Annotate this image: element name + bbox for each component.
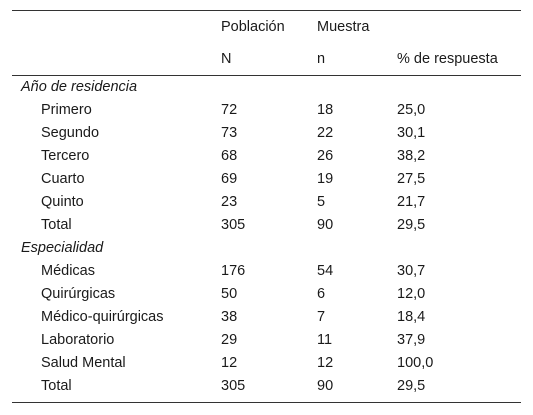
row-n: 12 xyxy=(317,355,334,371)
table-row xyxy=(12,329,521,352)
row-N: 50 xyxy=(221,286,238,302)
bottom-rule xyxy=(12,402,521,403)
header-poblacion: Población xyxy=(221,19,285,35)
row-label: Tercero xyxy=(41,148,90,164)
row-N: 38 xyxy=(221,309,238,325)
row-pct: 29,5 xyxy=(397,378,426,394)
header-row-1 xyxy=(12,12,521,42)
row-n: 22 xyxy=(317,125,334,141)
row-n: 90 xyxy=(317,217,334,233)
row-label: Quirúrgicas xyxy=(41,286,116,302)
row-label: Médicas xyxy=(41,263,95,279)
section-title: Año de residencia xyxy=(21,79,138,95)
row-label: Salud Mental xyxy=(41,355,126,371)
row-N: 176 xyxy=(221,263,246,279)
top-rule xyxy=(12,10,521,11)
row-label: Quinto xyxy=(41,194,84,210)
row-N: 68 xyxy=(221,148,238,164)
row-N: 29 xyxy=(221,332,238,348)
row-N: 305 xyxy=(221,217,246,233)
row-pct: 37,9 xyxy=(397,332,426,348)
table-row-total xyxy=(12,375,521,398)
row-pct: 30,7 xyxy=(397,263,426,279)
row-N: 305 xyxy=(221,378,246,394)
row-pct: 38,2 xyxy=(397,148,426,164)
row-N: 72 xyxy=(221,102,238,118)
row-pct: 29,5 xyxy=(397,217,426,233)
header-respuesta: % de respuesta xyxy=(397,51,498,67)
header-N: N xyxy=(221,51,232,67)
table-row xyxy=(12,168,521,191)
table-row xyxy=(12,306,521,329)
row-label: Segundo xyxy=(41,125,100,141)
row-pct: 12,0 xyxy=(397,286,426,302)
row-n: 19 xyxy=(317,171,334,187)
row-n: 6 xyxy=(317,286,326,302)
row-n: 90 xyxy=(317,378,334,394)
row-N: 23 xyxy=(221,194,238,210)
row-pct: 18,4 xyxy=(397,309,426,325)
header-row-2 xyxy=(12,44,521,74)
section-title: Especialidad xyxy=(21,240,104,256)
row-pct: 30,1 xyxy=(397,125,426,141)
table-row xyxy=(12,283,521,306)
table-row xyxy=(12,191,521,214)
row-N: 73 xyxy=(221,125,238,141)
header-n: n xyxy=(317,51,326,67)
row-pct: 21,7 xyxy=(397,194,426,210)
row-N: 12 xyxy=(221,355,238,371)
section-title-row xyxy=(12,237,521,260)
row-n: 5 xyxy=(317,194,326,210)
row-pct: 100,0 xyxy=(397,355,434,371)
row-label: Total xyxy=(41,217,72,233)
row-n: 26 xyxy=(317,148,334,164)
table-row xyxy=(12,352,521,375)
section-title-row xyxy=(12,76,521,99)
table-row-total xyxy=(12,214,521,237)
table-row xyxy=(12,260,521,283)
row-pct: 27,5 xyxy=(397,171,426,187)
row-label: Cuarto xyxy=(41,171,85,187)
row-n: 11 xyxy=(317,332,333,348)
row-pct: 25,0 xyxy=(397,102,426,118)
row-n: 18 xyxy=(317,102,334,118)
row-label: Laboratorio xyxy=(41,332,115,348)
table-row xyxy=(12,122,521,145)
header-muestra: Muestra xyxy=(317,19,370,35)
row-label: Médico-quirúrgicas xyxy=(41,309,164,325)
row-n: 54 xyxy=(317,263,334,279)
row-N: 69 xyxy=(221,171,238,187)
row-n: 7 xyxy=(317,309,326,325)
row-label: Primero xyxy=(41,102,92,118)
table-row xyxy=(12,145,521,168)
row-label: Total xyxy=(41,378,72,394)
table-row xyxy=(12,99,521,122)
